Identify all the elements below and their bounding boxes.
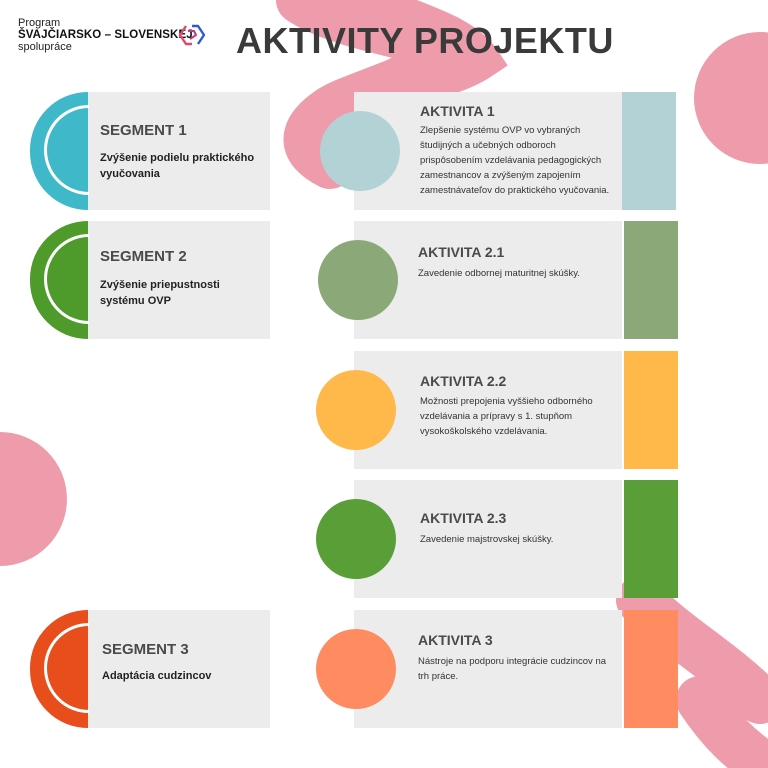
activity-2-2-title: AKTIVITA 2.2 [420, 373, 507, 389]
activity-2-2-circle [316, 370, 396, 450]
activity-3-colorbar [624, 610, 678, 728]
activity-3-circle [316, 629, 396, 709]
activity-2-1-circle [318, 240, 398, 320]
activity-1-colorbar [622, 92, 676, 210]
segment-1-title: SEGMENT 1 [100, 122, 187, 139]
segment-3-title: SEGMENT 3 [102, 641, 189, 658]
activity-2-1-text: Zavedenie odbornej maturitnej skúšky. [418, 268, 580, 279]
swiss-slovak-mark-icon [176, 22, 208, 48]
activity-2-3-text: Zavedenie majstrovskej skúšky. [420, 534, 554, 545]
logo-line-3: spolupráce [18, 41, 72, 53]
activity-2-3-circle [316, 499, 396, 579]
activity-2-3-colorbar [624, 480, 678, 598]
activity-2-1-colorbar [624, 221, 678, 339]
page-title: AKTIVITY PROJEKTU [236, 20, 614, 61]
logo-line-2: ŠVAJČIARSKO – SLOVENSKEJ [18, 29, 193, 41]
pink-halfcircle-left [0, 432, 67, 566]
activity-1-circle [320, 111, 400, 191]
segment-1-text: Zvýšenie podielu praktického vyučovania [100, 152, 255, 180]
pink-circle-top-right [694, 32, 768, 164]
segment-2-text: Zvýšenie priepustnosti systému OVP [100, 279, 220, 307]
activity-1-text: Zlepšenie systému OVP vo vybraných študijných a učebných odboroch prispôsobením vzdelávania pedagogických zamestnancov a zvýšeným zapojením zamestnávateľov do praktického vyučovania. [420, 125, 610, 196]
program-logo [18, 17, 193, 53]
segment-2-title: SEGMENT 2 [100, 248, 187, 265]
activity-2-1-title: AKTIVITA 2.1 [418, 244, 505, 260]
logo-line-1: Program [18, 17, 61, 29]
segment-3-text: Adaptácia cudzincov [102, 670, 212, 682]
activity-2-2-colorbar [624, 351, 678, 469]
activity-3-title: AKTIVITA 3 [418, 632, 493, 648]
activity-2-2-text: Možnosti prepojenia vyššieho odborného vzdelávania a prípravy s 1. stupňom vysokoškolského vzdelávania. [420, 396, 593, 437]
activity-1-title: AKTIVITA 1 [420, 103, 495, 119]
activity-2-3-title: AKTIVITA 2.3 [420, 510, 507, 526]
activity-3-text: Nástroje na podporu integrácie cudzincov na trh práce. [418, 656, 607, 682]
